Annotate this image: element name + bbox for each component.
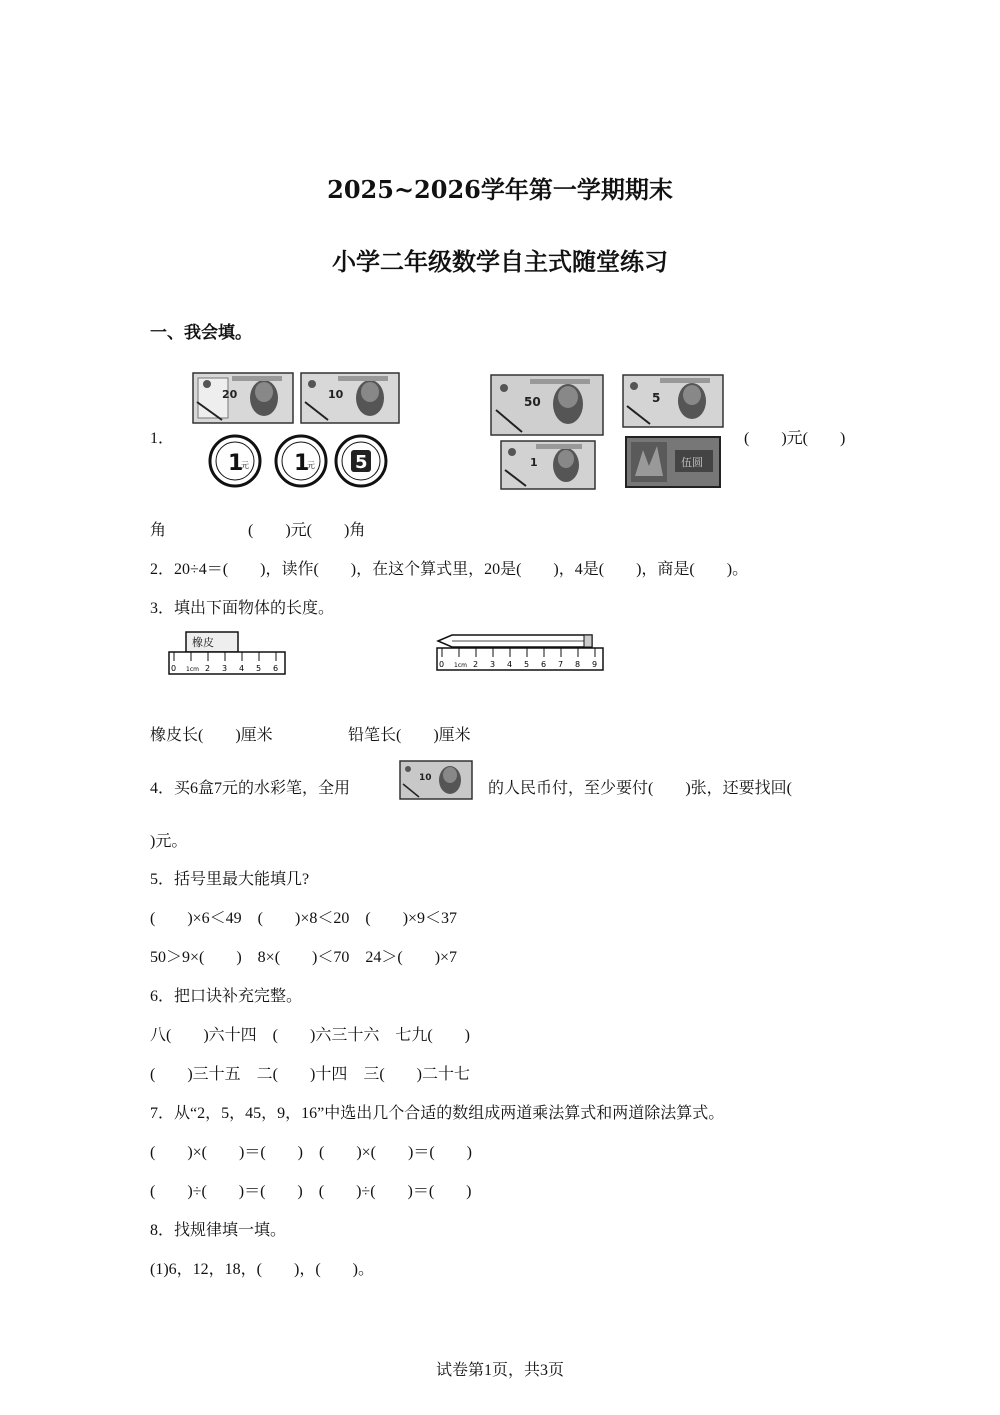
old-5-yuan-note-image — [625, 436, 721, 493]
question-3: 3．填出下面物体的长度。 — [150, 600, 335, 617]
svg-text:2: 2 — [205, 664, 211, 673]
banknote-5-image — [622, 374, 724, 433]
svg-text:3: 3 — [222, 664, 228, 673]
page-title: 2025~2026学年第一学期期末 — [327, 175, 673, 204]
question-6: 6．把口诀补充完整。 — [150, 988, 303, 1005]
question-8: 8．找规律填一填。 — [150, 1222, 287, 1239]
svg-text:5: 5 — [355, 452, 368, 473]
question-5-row2: 50＞9×( ) 8×( )＜70 24＞( )×7 — [150, 949, 458, 966]
svg-text:1cm: 1cm — [186, 666, 199, 673]
svg-text:4: 4 — [507, 660, 513, 669]
question-6-row1: 八( )六十四 ( )六三十六 七九( ) — [150, 1027, 470, 1044]
question-4-part1: 4．买6盒7元的水彩笔，全用 — [150, 780, 351, 797]
svg-text:1: 1 — [530, 456, 538, 469]
svg-text:1cm: 1cm — [454, 662, 467, 669]
question-4-part3: )元。 — [150, 833, 188, 850]
question-1-number: 1． — [150, 430, 175, 447]
svg-text:0: 0 — [439, 660, 445, 669]
svg-text:8: 8 — [575, 660, 581, 669]
svg-text:1: 1 — [294, 451, 310, 476]
question-1-answer-right: ( )元( ) — [744, 430, 846, 447]
banknote-10-image — [300, 372, 400, 429]
svg-text:6: 6 — [541, 660, 547, 669]
banknote-value: 20 — [222, 388, 238, 401]
question-7: 7．从“2，5，45，9，16”中选出几个合适的数组成两道乘法算式和两道除法算式。 — [150, 1105, 725, 1122]
svg-text:橡皮: 橡皮 — [192, 636, 214, 649]
banknote-10-image — [399, 760, 473, 805]
svg-text:9: 9 — [592, 660, 598, 669]
svg-text:7: 7 — [558, 660, 564, 669]
svg-text:10: 10 — [419, 773, 432, 783]
eraser-on-ruler-image — [166, 630, 288, 683]
question-8-row1: (1)6，12，18，( )，( )。 — [150, 1261, 374, 1278]
question-2: 2．20÷4＝( )，读作( )，在这个算式里，20是( )，4是( )，商是( )。 — [150, 561, 749, 578]
page-footer: 试卷第1页，共3页 — [435, 1362, 564, 1379]
question-1-unit: 角 — [150, 522, 167, 539]
page-subtitle: 小学二年级数学自主式随堂练习 — [332, 247, 668, 276]
section-heading: 一、我会填。 — [150, 323, 252, 343]
svg-text:5: 5 — [256, 664, 262, 673]
banknote-1-image — [500, 440, 596, 495]
pencil-on-ruler-image — [434, 630, 606, 679]
question-4-part2: 的人民币付，至少要付( )张，还要找回( — [488, 780, 792, 797]
svg-text:3: 3 — [490, 660, 496, 669]
question-5: 5．括号里最大能填几? — [150, 871, 310, 888]
question-3-pencil-answer: 铅笔长( )厘米 — [348, 727, 471, 744]
svg-text:6: 6 — [273, 664, 279, 673]
question-6-row2: ( )三十五 二( )十四 三( )二十七 — [150, 1066, 470, 1083]
banknote-50-image — [490, 374, 604, 441]
question-5-row1: ( )×6＜49 ( )×8＜20 ( )×9＜37 — [150, 910, 458, 927]
svg-text:元: 元 — [307, 461, 315, 470]
coin-5-jiao-image — [334, 434, 388, 493]
banknote-20-image — [192, 372, 294, 429]
question-7-row1: ( )×( )＝( ) ( )×( )＝( ) — [150, 1144, 472, 1161]
svg-text:50: 50 — [524, 395, 541, 409]
svg-text:伍圆: 伍圆 — [681, 456, 703, 469]
svg-text:4: 4 — [239, 664, 245, 673]
question-1-answer: ( )元( )角 — [248, 522, 366, 539]
question-7-row2: ( )÷( )＝( ) ( )÷( )＝( ) — [150, 1183, 472, 1200]
coin-1-yuan-image — [274, 434, 328, 493]
banknote-value: 10 — [328, 388, 344, 401]
svg-text:5: 5 — [524, 660, 530, 669]
svg-text:元: 元 — [241, 461, 249, 470]
question-3-eraser-answer: 橡皮长( )厘米 — [150, 727, 273, 744]
svg-text:0: 0 — [171, 664, 177, 673]
svg-text:2: 2 — [473, 660, 479, 669]
svg-text:1: 1 — [228, 451, 244, 476]
svg-text:5: 5 — [652, 391, 661, 405]
coin-1-yuan-image — [208, 434, 262, 493]
